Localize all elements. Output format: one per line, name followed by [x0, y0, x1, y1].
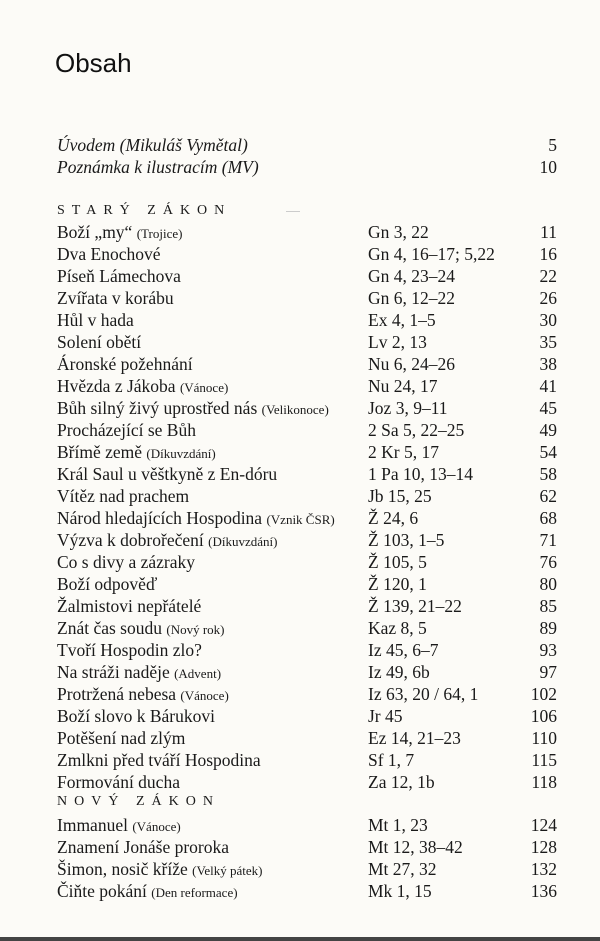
- entry-page: 62: [539, 486, 557, 506]
- entry-page: 16: [539, 244, 557, 264]
- entry-title: Žalmistovi nepřátelé: [57, 596, 202, 616]
- entry-note: (Velký pátek): [192, 863, 263, 878]
- toc-entry[interactable]: [57, 375, 557, 397]
- toc-entry[interactable]: [57, 683, 557, 705]
- entry-reference: Gn 3, 22: [368, 222, 429, 242]
- entry-reference: Jr 45: [368, 706, 403, 726]
- toc-entry[interactable]: [57, 705, 557, 727]
- entry-reference: Lv 2, 13: [368, 332, 427, 352]
- entry-page: 76: [539, 552, 557, 572]
- entry-page: 89: [539, 618, 557, 638]
- entry-title: Hůl v hada: [57, 310, 134, 330]
- entry-page: 110: [531, 728, 557, 748]
- entry-page: 68: [539, 508, 557, 528]
- entry-title: Boží „my“: [57, 222, 133, 242]
- entry-page: 124: [530, 815, 557, 835]
- entry-reference: Gn 4, 16–17; 5,22: [368, 244, 495, 264]
- toc-entry[interactable]: [57, 441, 557, 463]
- entry-page: 49: [539, 420, 557, 440]
- entry-reference: 1 Pa 10, 13–14: [368, 464, 473, 484]
- entry-reference: Gn 4, 23–24: [368, 266, 456, 286]
- entry-note: (Vánoce): [180, 688, 229, 703]
- entry-title: Immanuel: [57, 815, 128, 835]
- entry-reference: Ž 24, 6: [368, 508, 419, 528]
- entry-reference: Kaz 8, 5: [368, 618, 427, 638]
- entry-page: 118: [531, 772, 557, 792]
- toc-entry[interactable]: [57, 771, 557, 793]
- entry-page: 30: [539, 310, 557, 330]
- entry-reference: Mk 1, 15: [368, 881, 432, 901]
- entry-title: Formování ducha: [57, 772, 180, 792]
- entry-reference: Joz 3, 9–11: [368, 398, 448, 418]
- divider: [286, 211, 300, 212]
- entry-page: 85: [539, 596, 557, 616]
- entry-reference: Iz 49, 6b: [368, 662, 430, 682]
- entry-note: (Díkuvzdání): [208, 534, 278, 549]
- entry-page: 35: [539, 332, 557, 352]
- entry-note: (Vánoce): [179, 380, 229, 395]
- entry-note: (Nový rok): [166, 622, 225, 637]
- entry-note: (Díkuvzdání): [146, 446, 216, 461]
- toc-intro-entry[interactable]: [57, 157, 557, 178]
- entry-page: 22: [539, 266, 557, 286]
- entry-reference: Mt 12, 38–42: [368, 837, 463, 857]
- toc-entry[interactable]: [57, 485, 557, 507]
- toc-entry[interactable]: [57, 617, 557, 639]
- entry-title: Procházející se Bůh: [57, 420, 196, 440]
- entry-reference: Mt 27, 32: [368, 859, 437, 879]
- entry-page: 41: [539, 376, 557, 396]
- toc-entry[interactable]: [57, 573, 557, 595]
- toc-entry[interactable]: [57, 858, 557, 880]
- old-testament-list: [57, 221, 557, 793]
- entry-title: Boží slovo k Bárukovi: [57, 706, 215, 726]
- entry-page: 115: [531, 750, 557, 770]
- entry-page: 102: [530, 684, 557, 704]
- entry-title: Znát čas soudu: [57, 618, 162, 638]
- entry-title: Národ hledajících Hospodina: [57, 508, 263, 528]
- entry-reference: Gn 6, 12–22: [368, 288, 456, 308]
- entry-page: 58: [539, 464, 557, 484]
- entry-page: 54: [539, 442, 557, 462]
- entry-title: Píseň Lámechova: [57, 266, 181, 286]
- entry-page: 136: [530, 881, 557, 901]
- entry-reference: Mt 1, 23: [368, 815, 428, 835]
- entry-reference: 2 Sa 5, 22–25: [368, 420, 465, 440]
- entry-reference: 2 Kr 5, 17: [368, 442, 439, 462]
- toc-entry[interactable]: [57, 551, 557, 573]
- section-heading-new-testament: NOVÝ ZÁKON: [57, 794, 220, 809]
- toc-entry[interactable]: [57, 639, 557, 661]
- entry-title: Potěšení nad zlým: [57, 728, 186, 748]
- entry-reference: Iz 45, 6–7: [368, 640, 439, 660]
- toc-entry[interactable]: [57, 814, 557, 836]
- new-testament-list: [57, 814, 557, 902]
- entry-title: Šimon, nosič kříže: [57, 859, 188, 879]
- page-title: Obsah: [55, 48, 132, 78]
- entry-page: 5: [548, 135, 557, 155]
- entry-title: Áronské požehnání: [57, 354, 193, 374]
- entry-page: 97: [539, 662, 557, 682]
- entry-title: Úvodem (Mikuláš Vymětal): [57, 135, 248, 155]
- toc-entry[interactable]: [57, 595, 557, 617]
- toc-entry[interactable]: [57, 836, 557, 858]
- entry-title: Čiňte pokání: [57, 881, 147, 901]
- toc-entry[interactable]: [57, 265, 557, 287]
- entry-title: Co s divy a zázraky: [57, 552, 196, 572]
- entry-page: 10: [539, 157, 557, 177]
- entry-title: Vítěz nad prachem: [57, 486, 190, 506]
- entry-page: 128: [530, 837, 557, 857]
- toc-entry[interactable]: [57, 463, 557, 485]
- entry-page: 106: [530, 706, 557, 726]
- toc-entry[interactable]: [57, 331, 557, 353]
- toc-entry[interactable]: [57, 749, 557, 771]
- entry-reference: Jb 15, 25: [368, 486, 432, 506]
- entry-title: Břímě země: [57, 442, 143, 462]
- entry-page: 38: [539, 354, 557, 374]
- entry-reference: Nu 6, 24–26: [368, 354, 456, 374]
- entry-title: Boží odpověď: [57, 574, 158, 594]
- toc-entry[interactable]: [57, 880, 557, 902]
- entry-reference: Ž 139, 21–22: [368, 596, 462, 616]
- entry-page: 71: [539, 530, 557, 550]
- toc-entry[interactable]: [57, 727, 557, 749]
- entry-reference: Iz 63, 20 / 64, 1: [368, 684, 479, 704]
- entry-title: Solení obětí: [57, 332, 142, 352]
- entry-title: Zmlkni před tváří Hospodina: [57, 750, 261, 770]
- entry-reference: Ž 105, 5: [368, 552, 427, 572]
- entry-page: 132: [530, 859, 557, 879]
- entry-title: Protržená nebesa: [57, 684, 177, 704]
- toc-entry[interactable]: [57, 287, 557, 309]
- entry-reference: Ex 4, 1–5: [368, 310, 436, 330]
- entry-title: Tvoří Hospodin zlo?: [57, 640, 202, 660]
- entry-reference: Sf 1, 7: [368, 750, 415, 770]
- entry-title: Dva Enochové: [57, 244, 161, 264]
- entry-title: Hvězda z Jákoba: [57, 376, 176, 396]
- entry-title: Znamení Jonáše proroka: [57, 837, 230, 857]
- entry-title: Výzva k dobrořečení: [57, 530, 204, 550]
- entry-page: 80: [539, 574, 557, 594]
- entry-title: Bůh silný živý uprostřed nás: [57, 398, 258, 418]
- entry-reference: Nu 24, 17: [368, 376, 438, 396]
- toc-entry[interactable]: [57, 221, 557, 243]
- entry-page: 93: [539, 640, 557, 660]
- entry-title: Na stráži naděje: [57, 662, 170, 682]
- entry-reference: Za 12, 1b: [368, 772, 435, 792]
- toc-entry[interactable]: [57, 397, 557, 419]
- entry-page: 26: [539, 288, 557, 308]
- entry-page: 11: [540, 222, 557, 242]
- entry-note: (Velikonoce): [261, 402, 329, 417]
- toc-entry[interactable]: [57, 507, 557, 529]
- entry-title: Král Saul u věštkyně z En-dóru: [57, 464, 278, 484]
- entry-note: (Den reformace): [151, 885, 238, 900]
- entry-title: Poznámka k ilustracím (MV): [57, 157, 259, 177]
- page-edge: [0, 937, 600, 941]
- toc-entry[interactable]: [57, 529, 557, 551]
- entry-reference: Ez 14, 21–23: [368, 728, 461, 748]
- toc-entry[interactable]: [57, 661, 557, 683]
- entry-reference: Ž 120, 1: [368, 574, 427, 594]
- entry-note: (Vznik ČSR): [266, 512, 335, 527]
- entry-page: 45: [539, 398, 557, 418]
- entry-title: Zvířata v korábu: [57, 288, 174, 308]
- entry-note: (Vánoce): [132, 819, 181, 834]
- toc-entry[interactable]: [57, 309, 557, 331]
- entry-note: (Trojice): [136, 226, 183, 241]
- toc-entry[interactable]: [57, 419, 557, 441]
- entry-note: (Advent): [174, 666, 222, 681]
- toc-intro-entry[interactable]: [57, 135, 557, 156]
- toc-entry[interactable]: [57, 353, 557, 375]
- toc-entry[interactable]: [57, 243, 557, 265]
- entry-reference: Ž 103, 1–5: [368, 530, 445, 550]
- section-heading-old-testament: STARÝ ZÁKON: [57, 203, 232, 218]
